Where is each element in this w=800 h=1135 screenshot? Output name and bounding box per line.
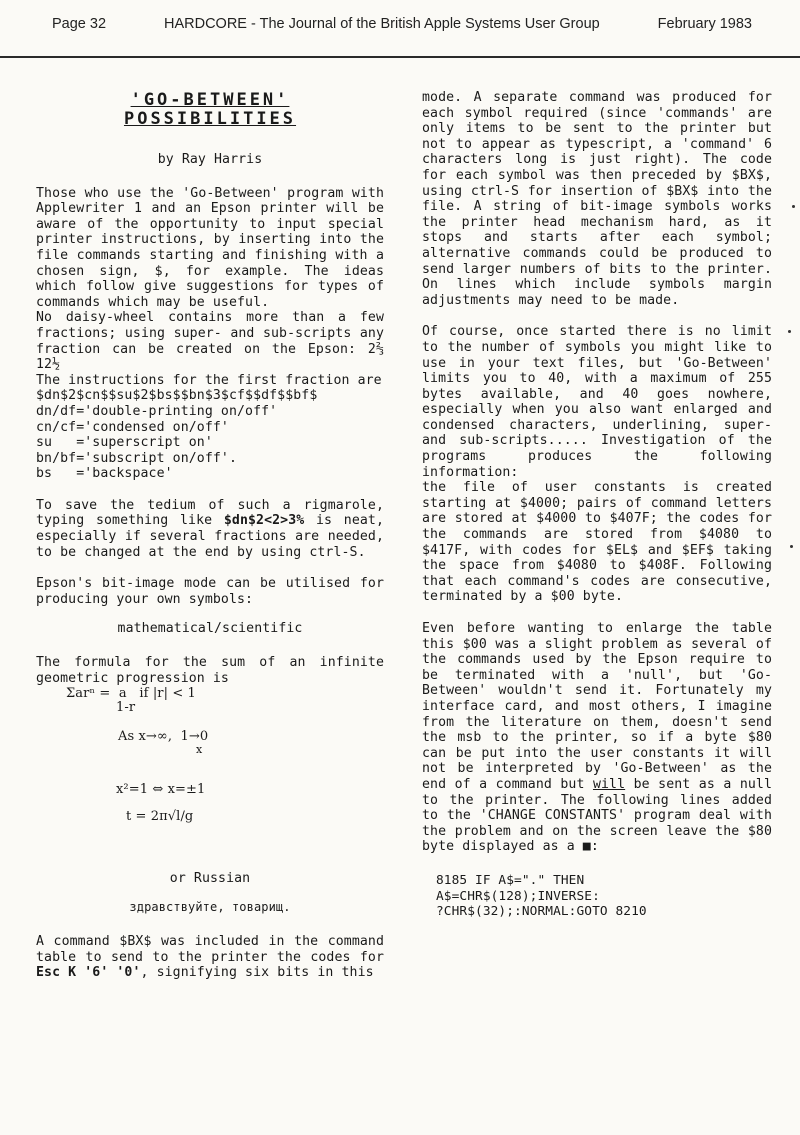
page-number: Page 32 (52, 16, 107, 32)
header-rule (0, 56, 800, 58)
paragraph-null-problem: Even before wanting to enlarge the table this $00 was a slight problem as several of the commands used by the Epson require to be terminated with a 'null', but 'Go-Between' wouldn't send it. Fortunately my interface card, and most others, I imagine from the literature on them, doesn't send the msb to the printer, so if a byte $80 can be put into the user constants it will not be interpreted by 'Go-Between' as the end of a command but will be sent as a null to the printer. The following lines added to the 'CHANGE CONSTANTS' program deal with the problem and on the screen leave the $80 byte displayed as a ■: (422, 621, 772, 855)
code-line: su ='superscript on' (36, 435, 213, 451)
paragraph-intro: Those who use the 'Go-Between' program with Applewriter 1 and an Epson printer will be aware of the opportunity to input special printer instructions, by inserting into the file commands starting and finishing with a chosen sign, $, for example. The ideas which follow give suggestions for types of commands which may be useful. (36, 185, 384, 310)
byline: by Ray Harris (157, 152, 263, 167)
math-label: mathematical/scientific (117, 621, 303, 637)
margin-dot (790, 545, 793, 548)
formula-geometric: Σarⁿ = a if |r| < 1 (66, 686, 196, 702)
paragraph-bit-image: Epson's bit-image mode can be utilised for producing your own symbols: (36, 576, 384, 607)
issue-date: February 1983 (657, 16, 752, 32)
or-russian-label: or Russian (169, 870, 251, 886)
article-title-line2: POSSIBILITIES (123, 109, 297, 129)
bold-esc-codes: Esc K '6' '0' (36, 965, 141, 981)
basic-code-line: ?CHR$(32);:NORMAL:GOTO 8210 (436, 904, 647, 920)
code-line: cn/cf='condensed on/off' (36, 419, 229, 435)
basic-code-line: 8185 IF A$="." THEN (436, 872, 585, 888)
paragraph-rigmarole: To save the tedium of such a rigmarole, typing something like $dn$2<2>3% is neat, especially if several fractions are needed, to be changed at the end by using ctrl-S. (36, 497, 384, 560)
formula-limit-denominator: x (196, 743, 203, 756)
bold-example: $dn$2<2>3% (223, 513, 305, 529)
russian-text: здравствуйте, товарищ. (129, 900, 291, 915)
margin-dot (788, 330, 791, 333)
code-line: $dn$2$cn$$su$2$bs$$bn$3$cf$$df$$bf$ (36, 388, 318, 404)
underlined-will: will (592, 776, 626, 792)
code-line: dn/df='double-printing on/off' (36, 403, 278, 419)
margin-dot (792, 205, 795, 208)
paragraph-limits: Of course, once started there is no limit to the number of symbols you might like to use in your text files, but 'Go-Between' limits you to 40, with a maximum of 255 bytes available, and 40 goes nowhere, especially when you also want enlarged and condensed characters, underlining, super- and sub-scripts..... Investigation of the programs produces the following information: (422, 324, 772, 480)
paragraph-formula-intro: The formula for the sum of an infinite geometric progression is (36, 655, 384, 686)
article-title-line1: 'GO-BETWEEN' (130, 90, 290, 110)
code-line: bn/bf='subscript on/off'. (36, 450, 237, 466)
formula-pendulum: t = 2π√l/g (126, 809, 194, 825)
paragraph-mode: mode. A separate command was produced for each symbol required (since 'commands' are only items to be sent to the printer but not to appear as typescript, a 'command' 6 characters long is just right). The code for each symbol was then preceded by $BX$, using ctrl-S for insertion of $BX$ into the file. A string of bit-image symbols works the printer head mechanism hard, as it stops and starts after each symbol; alternative commands could be produced to send larger numbers of bits to the printer. On lines which include symbols margin adjustments may need to be made. (422, 90, 772, 308)
formula-limit: As x→∞, 1→0 (118, 729, 209, 745)
paragraph-command-bx: A command $BX$ was included in the command table to send to the printer the codes for Esc K '6' '0', signifying six bits in this (36, 933, 384, 981)
journal-title: HARDCORE - The Journal of the British Apple Systems User Group (164, 16, 600, 32)
code-line: bs ='backspace' (36, 466, 173, 482)
paragraph-fractions: No daisy-wheel contains more than a few fractions; using super- and sub-scripts any fraction can be created on the Epson: 2⅔ 12½ (36, 310, 384, 373)
paragraph-memory-map: the file of user constants is created starting at $4000; pairs of command letters are stored at $4000 to $407F; the codes for the commands are stored from $4080 to $417F, with codes for $EL$ and $EF$ taking the space from $4080 to $408F. Following that each command's codes are consecutive, terminated by a $00 byte. (422, 480, 772, 605)
paragraph-instructions: The instructions for the first fraction are (36, 372, 382, 388)
formula-square: x²=1 ⇔ x=±1 (116, 781, 206, 797)
basic-code-line: A$=CHR$(128);INVERSE: (436, 888, 600, 904)
formula-geometric-denominator: 1-r (116, 699, 136, 715)
page-header (52, 16, 752, 32)
right-column (422, 90, 772, 920)
left-column (36, 88, 384, 981)
